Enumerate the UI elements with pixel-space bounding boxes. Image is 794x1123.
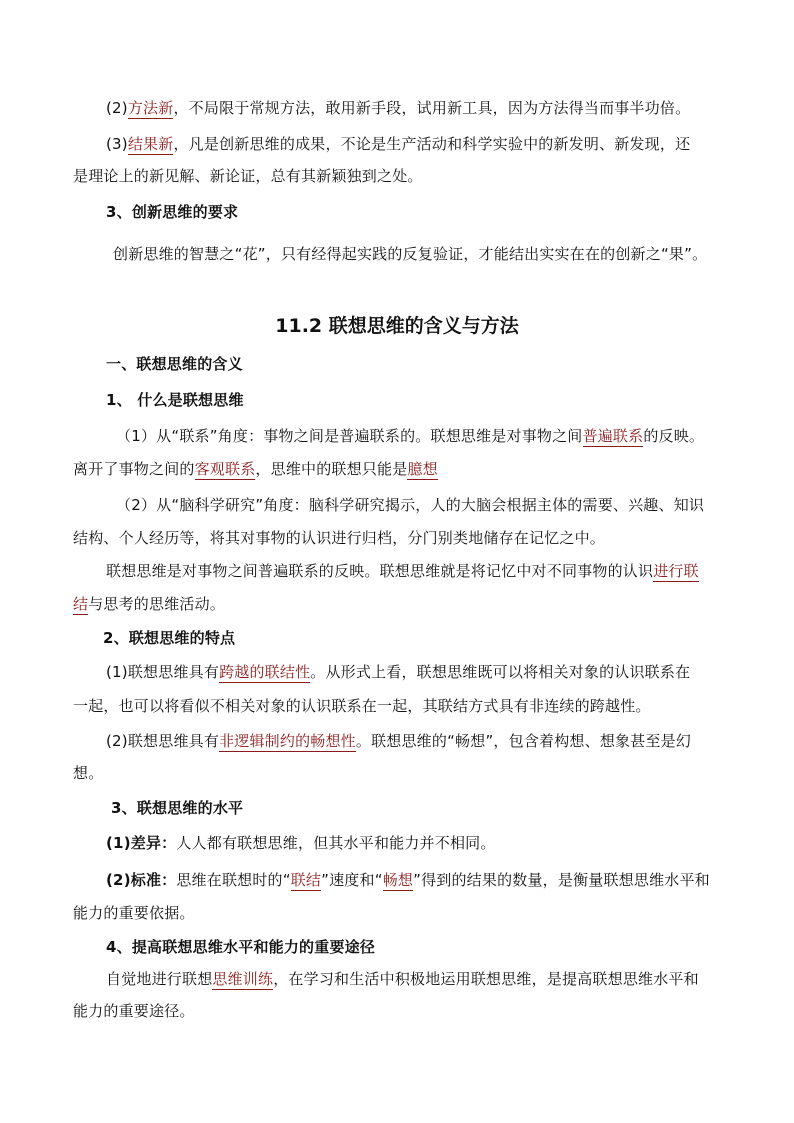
highlight-linking: 联结 [290, 871, 322, 889]
paragraph-feature-2: (2)联想思维具有非逻辑制约的畅想性。联想思维的“畅想”，包含着构想、想象甚至是幻 [106, 732, 692, 750]
heading-improve: 4、提高联想思维水平和能力的重要途径 [106, 938, 376, 956]
heading-features: 2、联想思维的特点 [103, 629, 236, 647]
highlight-connect-1: 进行联 [653, 562, 699, 580]
heading-meaning: 一、联想思维的含义 [106, 355, 243, 373]
paragraph-improve: 自觉地进行联想思维训练，在学习和生活中积极地运用联想思维，是提高联想思维水平和 [106, 970, 699, 988]
highlight-leap-linking: 跨越的联结性 [219, 663, 311, 681]
highlight-free-imagination: 非逻辑制约的畅想性 [219, 732, 356, 750]
heading-innovation-requirements: 3、创新思维的要求 [106, 203, 239, 221]
paragraph-brain-science-cont: 结构、个人经历等，将其对事物的认识进行归档，分门别类地储存在记忆之中。 [73, 529, 606, 547]
highlight-thinking-training: 思维训练 [212, 970, 274, 988]
highlight-result-new: 结果新 [127, 135, 174, 153]
paragraph-definition-cont: 结与思考的思维活动。 [73, 595, 226, 613]
paragraph-feature-1-cont: 一起，也可以将看似不相关对象的认识联系在一起，其联结方式具有非连续的跨越性。 [73, 697, 651, 715]
paragraph-result-new: (3)结果新，凡是创新思维的成果，不论是生产活动和科学实验中的新发明、新发现，还 [106, 135, 691, 153]
paragraph-definition: 联想思维是对事物之间普遍联系的反映。联想思维就是将记忆中对不同事物的认识进行联 [106, 562, 699, 580]
highlight-universal-connection: 普遍联系 [582, 427, 644, 445]
highlight-imagining: 畅想 [382, 871, 414, 889]
paragraph-connection-angle-cont: 离开了事物之间的客观联系，思维中的联想只能是臆想 [73, 460, 438, 478]
paragraph-result-new-cont: 是理论上的新见解、新论证，总有其新颖独到之处。 [73, 167, 423, 185]
paragraph-feature-1: (1)联想思维具有跨越的联结性。从形式上看，联想思维既可以将相关对象的认识联系在 [106, 663, 691, 681]
paragraph-requirements: 创新思维的智慧之“花”，只有经得起实践的反复验证，才能结出实实在在的创新之“果”。 [113, 245, 708, 263]
paragraph-level-diff: (1)差异：人人都有联想思维，但其水平和能力并不相同。 [106, 834, 496, 852]
paragraph-feature-2-cont: 想。 [73, 764, 104, 782]
paragraph-level-standard-cont: 能力的重要依据。 [73, 904, 195, 922]
heading-level: 3、联想思维的水平 [111, 799, 244, 817]
highlight-fantasy: 臆想 [407, 460, 438, 478]
heading-what-is: 1、 什么是联想思维 [106, 391, 244, 409]
highlight-objective-connection: 客观联系 [194, 460, 256, 478]
paragraph-improve-cont: 能力的重要途径。 [73, 1002, 195, 1020]
highlight-method-new: 方法新 [127, 99, 174, 117]
highlight-connect-2: 结 [73, 595, 89, 613]
paragraph-brain-science: （2）从“脑科学研究”角度：脑科学研究揭示，人的大脑会根据主体的需要、兴趣、知识 [116, 496, 705, 514]
paragraph-level-standard: (2)标准：思维在联想时的“联结”速度和“畅想”得到的结果的数量，是衡量联想思维水平和 [106, 871, 710, 889]
paragraph-method-new: (2)方法新，不局限于常规方法，敢用新手段，试用新工具，因为方法得当而事半功倍。 [106, 99, 691, 117]
section-title: 11.2 联想思维的含义与方法 [275, 315, 519, 337]
paragraph-connection-angle: （1）从“联系”角度：事物之间是普遍联系的。联想思维是对事物之间普遍联系的反映。 [116, 427, 705, 445]
